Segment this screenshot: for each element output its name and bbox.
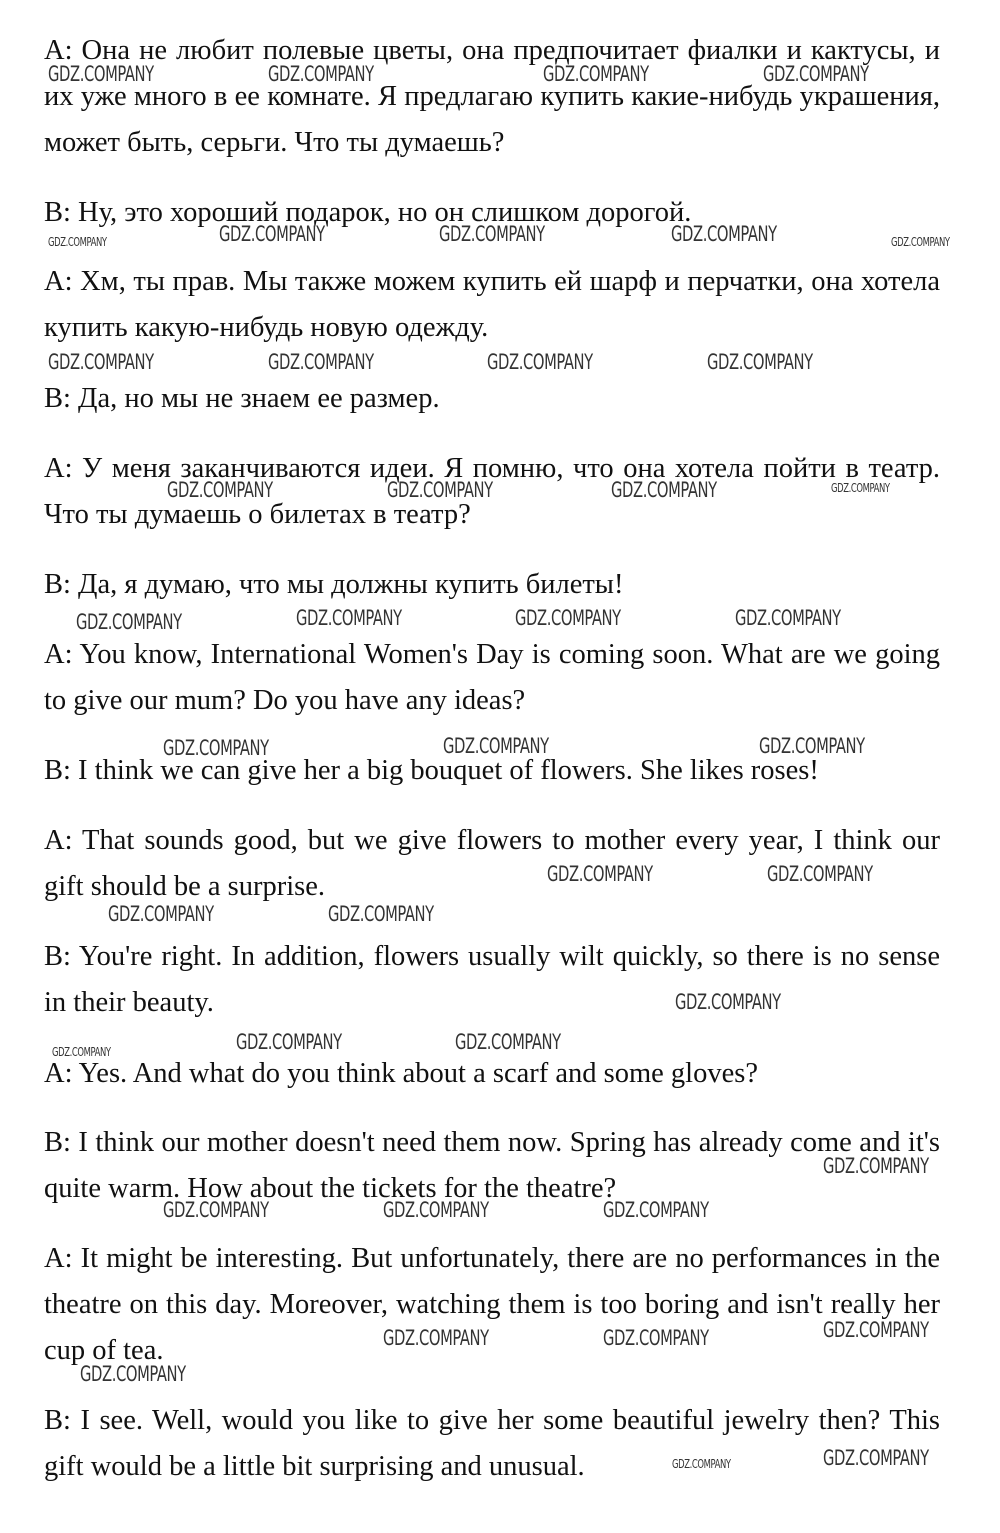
dialogue-line: A: It might be interesting. But unfortunately, there are no performances in the theatre on this day. Moreover, watching them is too boring and isn't really her cup of tea. (44, 1243, 940, 1366)
watermark: GDZ.COMPANY (167, 478, 273, 502)
dialogue-line: B: You're right. In addition, flowers usually wilt quickly, so there is no sense in their beauty. (44, 941, 940, 1018)
watermark: GDZ.COMPANY (611, 478, 717, 502)
watermark: GDZ.COMPANY (383, 1198, 489, 1222)
watermark: GDZ.COMPANY (439, 222, 545, 246)
watermark: GDZ.COMPANY (759, 734, 865, 758)
dialogue-line: A: You know, International Women's Day is coming soon. What are we going to give our mum? Do you have any ideas? (44, 639, 940, 716)
watermark: GDZ.COMPANY (48, 235, 107, 249)
watermark: GDZ.COMPANY (443, 734, 549, 758)
watermark: GDZ.COMPANY (48, 62, 154, 86)
dialogue-line: B: Ну, это хороший подарок, но он слишком дорогой. (44, 197, 692, 228)
watermark: GDZ.COMPANY (236, 1030, 342, 1054)
watermark: GDZ.COMPANY (603, 1326, 709, 1350)
watermark: GDZ.COMPANY (735, 606, 841, 630)
watermark: GDZ.COMPANY (675, 990, 781, 1014)
watermark: GDZ.COMPANY (163, 1198, 269, 1222)
watermark: GDZ.COMPANY (831, 481, 890, 495)
watermark: GDZ.COMPANY (455, 1030, 561, 1054)
watermark: GDZ.COMPANY (707, 350, 813, 374)
watermark: GDZ.COMPANY (387, 478, 493, 502)
watermark: GDZ.COMPANY (80, 1362, 186, 1386)
watermark: GDZ.COMPANY (163, 736, 269, 760)
watermark: GDZ.COMPANY (48, 350, 154, 374)
dialogue-line: A: Хм, ты прав. Мы также можем купить ей шарф и перчатки, она хотела купить какую-нибудь новую одежду. (44, 266, 940, 343)
watermark: GDZ.COMPANY (671, 222, 777, 246)
watermark: GDZ.COMPANY (219, 222, 325, 246)
watermark: GDZ.COMPANY (823, 1154, 929, 1178)
watermark: GDZ.COMPANY (52, 1045, 111, 1059)
watermark: GDZ.COMPANY (767, 862, 873, 886)
watermark: GDZ.COMPANY (891, 235, 950, 249)
watermark: GDZ.COMPANY (108, 902, 214, 926)
dialogue-line: B: I think our mother doesn't need them now. Spring has already come and it's quite warm. How about the tickets for the theatre? (44, 1127, 940, 1204)
watermark: GDZ.COMPANY (487, 350, 593, 374)
watermark: GDZ.COMPANY (603, 1198, 709, 1222)
dialogue-line: B: Да, я думаю, что мы должны купить билеты! (44, 569, 624, 600)
watermark: GDZ.COMPANY (296, 606, 402, 630)
watermark: GDZ.COMPANY (328, 902, 434, 926)
watermark: GDZ.COMPANY (763, 62, 869, 86)
dialogue-line: A: That sounds good, but we give flowers to mother every year, I think our gift should be a surprise. (44, 825, 940, 902)
watermark: GDZ.COMPANY (543, 62, 649, 86)
dialogue-line: A: Она не любит полевые цветы, она предпочитает фиалки и кактусы, и их уже много в ее комнате. Я предлагаю купить какие-нибудь украшения, может быть, серьги. Что ты думаешь? (44, 35, 940, 158)
dialogue-line: A: У меня заканчиваются идеи. Я помню, что она хотела пойти в театр. Что ты думаешь о билетах в театр? (44, 453, 940, 530)
watermark: GDZ.COMPANY (547, 862, 653, 886)
dialogue-line: B: I think we can give her a big bouquet of flowers. She likes roses! (44, 755, 819, 786)
watermark: GDZ.COMPANY (268, 350, 374, 374)
dialogue-line: B: I see. Well, would you like to give her some beautiful jewelry then? This gift would be a little bit surprising and unusual. (44, 1405, 940, 1482)
watermark: GDZ.COMPANY (383, 1326, 489, 1350)
watermark: GDZ.COMPANY (823, 1446, 929, 1470)
watermark: GDZ.COMPANY (823, 1318, 929, 1342)
watermark: GDZ.COMPANY (672, 1457, 731, 1471)
watermark: GDZ.COMPANY (76, 610, 182, 634)
dialogue-line: B: Да, но мы не знаем ее размер. (44, 383, 440, 414)
dialogue-line: A: Yes. And what do you think about a scarf and some gloves? (44, 1058, 758, 1089)
watermark: GDZ.COMPANY (268, 62, 374, 86)
watermark: GDZ.COMPANY (515, 606, 621, 630)
